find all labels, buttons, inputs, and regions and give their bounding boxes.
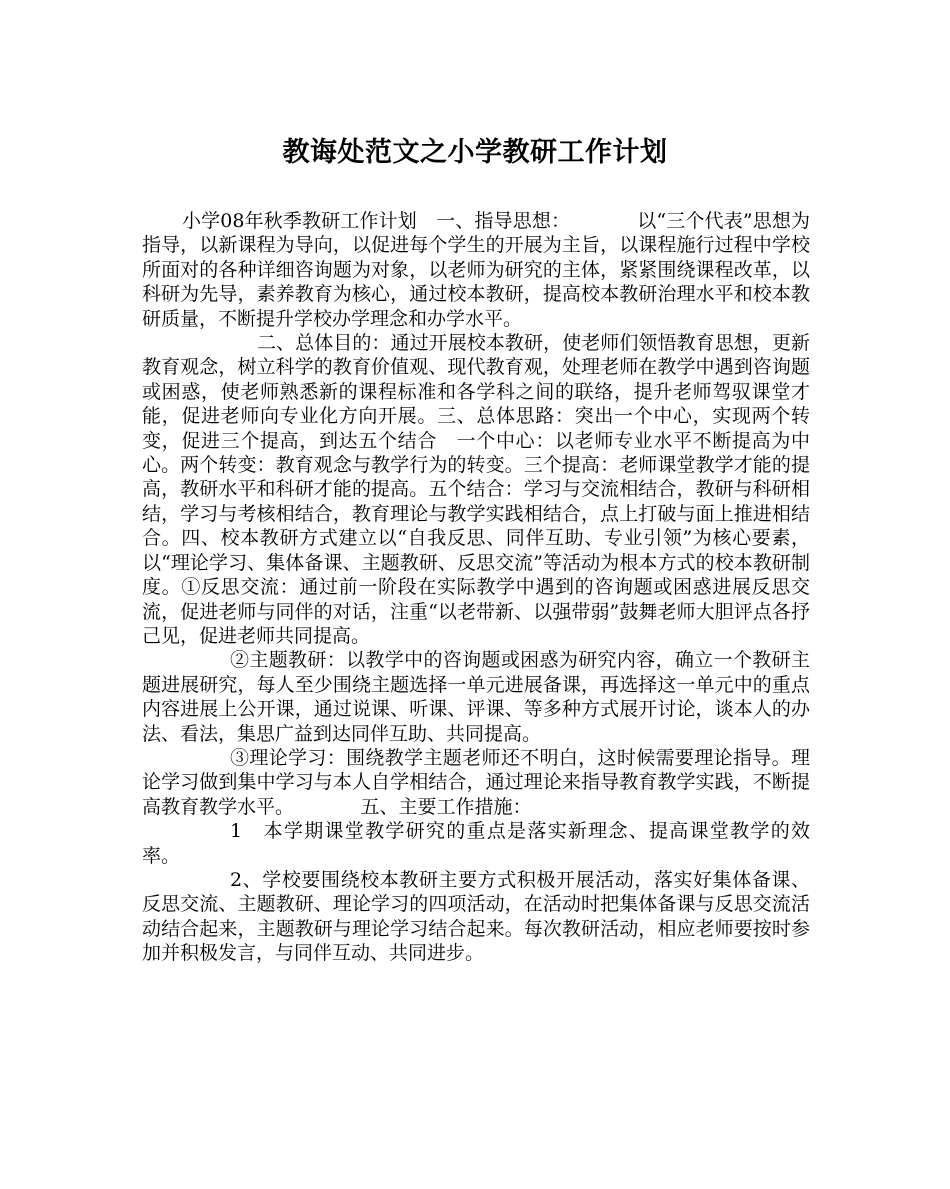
paragraph-theory-study: ③理论学习：围绕教学主题老师还不明白，这时候需要理论指导。理论学习做到集中学习与本人自学相结合，通过理论来指导教育教学实践，不断提高教育教学水平。 五、主要工作措施： [142, 746, 810, 818]
document-title: 教诲处范文之小学教研工作计划 [282, 137, 668, 168]
paragraph-measure-1: 1 本学期课堂教学研究的重点是落实新理念、提高课堂教学的效率。 [142, 820, 810, 867]
paragraph-theme-research: ②主题教研：以教学中的咨询题或困惑为研究内容，确立一个教研主题进展研究，每人至少围绕主题选择一单元进展备课，再选择这一单元中的重点内容进展上公开课，通过说课、听课、评课、等多种方式展开讨论，谈本人的办法、看法，集思广益到达同伴互助、共同提高。 [142, 649, 810, 745]
paragraph-overall-goals: 二、总体目的：通过开展校本教研，使老师们领悟教育思想，更新教育观念，树立科学的教育价值观、现代教育观，处理老师在教学中遇到咨询题或困惑，使老师熟悉新的课程标准和各学科之间的联络，提升老师驾驭课堂才能，促进老师向专业化方向开展。三、总体思路：突出一个中心，实现两个转变，促进三个提高，到达五个结合 一个中心：以老师专业水平不断提高为中心。两个转变：教育观念与教学行为的转变。三个提高：老师课堂教学才能的提高，教研水平和科研才能的提高。五个结合：学习与交流相结合，教研与科研相结，学习与考核相结合，教育理论与教学实践相结合，点上打破与面上推进相结合。四、校本教研方式建立以“自我反思、同伴互助、专业引领”为核心要素，以“理论学习、集体备课、主题教研、反思交流”等活动为根本方式的校本教研制度。①反思交流：通过前一阶段在实际教学中遇到的咨询题或困惑进展反思交流，促进老师与同伴的对话，注重“以老带新、以强带弱”鼓舞老师大胆评点各抒己见，促进老师共同提高。 [142, 332, 810, 647]
paragraph-measure-2: 2、学校要围绕校本教研主要方式积极开展活动，落实好集体备课、反思交流、主题教研、理论学习的四项活动，在活动时把集体备课与反思交流活动结合起来，主题教研与理论学习结合起来。每次教研活动，相应老师要按时参加并积极发言，与同伴互动、共同进步。 [142, 868, 810, 965]
paragraph-guiding-ideology: 小学08年秋季教研工作计划 一、指导思想： 以“三个代表”思想为指导，以新课程为导向，以促进每个学生的开展为主旨，以课程施行过程中学校所面对的各种详细咨询题为对象，以老师为研究的主体，紧紧围绕课程改革，以科研为先导，素养教育为核心，通过校本教研，提高校本教研治理水平和校本教研质量，不断提升学校办学理念和办学水平。 [142, 210, 810, 330]
document-body [142, 209, 810, 966]
